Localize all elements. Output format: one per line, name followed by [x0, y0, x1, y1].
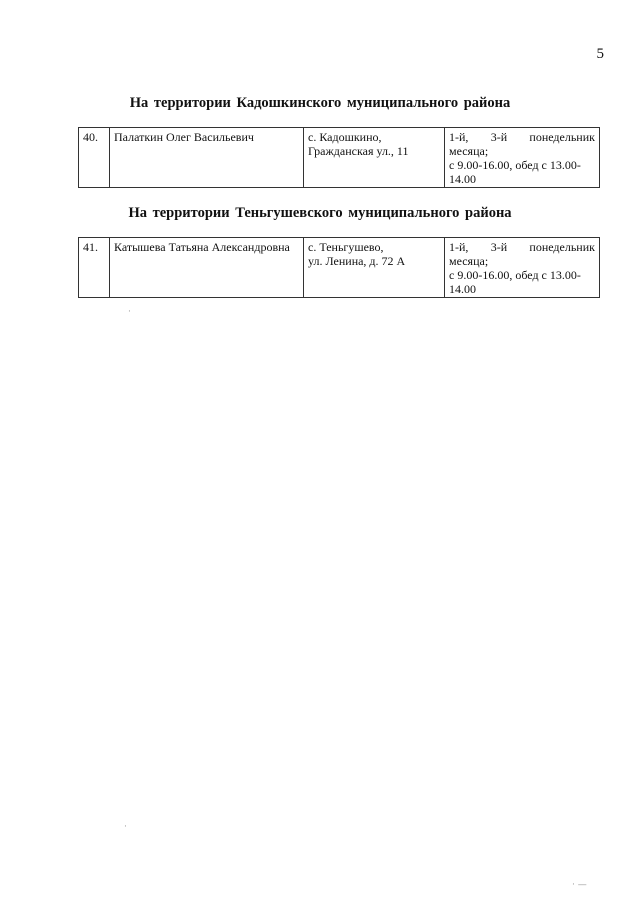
- entry-address: [304, 128, 445, 188]
- schedule-line: месяца;: [449, 144, 489, 158]
- address-line: с. Кадошкино,: [308, 130, 382, 144]
- page-number: 5: [596, 46, 604, 62]
- entry-number: 40.: [79, 128, 110, 188]
- schedule-line: с 9.00-16.00, обед с 13.00-: [449, 158, 581, 172]
- schedule-line: 14.00: [449, 282, 476, 296]
- schedule-word: 3-й: [490, 240, 508, 254]
- schedule-word: 1-й,: [449, 130, 469, 144]
- scan-speck: · —: [572, 880, 587, 890]
- entry-name: Катышева Татьяна Александровна: [110, 238, 304, 298]
- schedule-line: месяца;: [449, 254, 489, 268]
- schedule-line: с 9.00-16.00, обед с 13.00-: [449, 268, 581, 282]
- schedule-word: понедельник: [529, 240, 595, 254]
- table-row: [79, 238, 600, 298]
- table-row: [79, 128, 600, 188]
- section-heading-tengushevo: На территории Теньгушевского муниципального района: [128, 205, 512, 221]
- schedule-word: 3-й: [490, 130, 508, 144]
- schedule-word: 1-й,: [449, 240, 469, 254]
- section-heading-kadoshkino: На территории Кадошкинского муниципального района: [129, 95, 511, 111]
- schedule-line: [449, 240, 595, 254]
- entry-address: [304, 238, 445, 298]
- entry-schedule: [445, 128, 600, 188]
- address-line: Гражданская ул., 11: [308, 144, 409, 158]
- entry-schedule: [445, 238, 600, 298]
- address-line: с. Теньгушево,: [308, 240, 384, 254]
- entry-table-tengushevo: [78, 237, 600, 298]
- entry-number: 41.: [79, 238, 110, 298]
- entry-table-kadoshkino: [78, 127, 600, 188]
- schedule-line: 14.00: [449, 172, 476, 186]
- scan-speck: ·: [128, 307, 131, 317]
- scan-speck: ·: [124, 822, 127, 832]
- schedule-line: [449, 130, 595, 144]
- address-line: ул. Ленина, д. 72 А: [308, 254, 406, 268]
- entry-name: Палаткин Олег Васильевич: [110, 128, 304, 188]
- schedule-word: понедельник: [529, 130, 595, 144]
